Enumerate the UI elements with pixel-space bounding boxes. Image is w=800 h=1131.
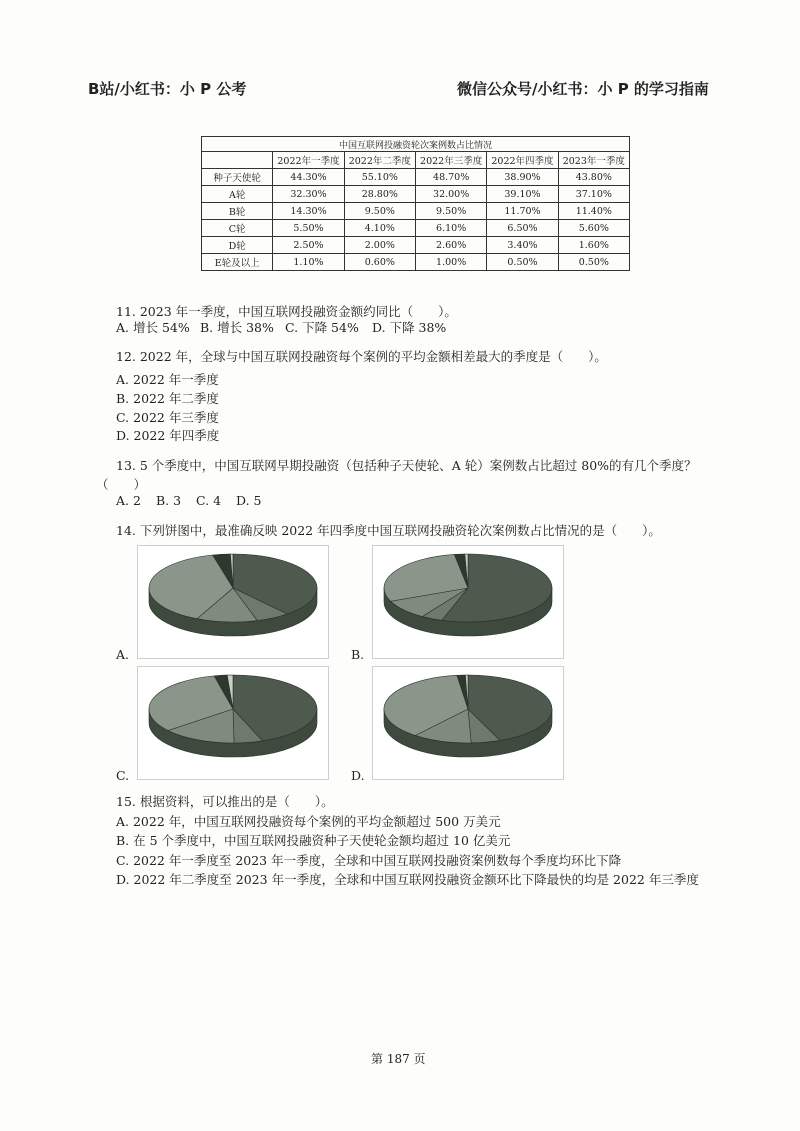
table-cell: 9.50% — [415, 203, 486, 220]
pie-option-c[interactable] — [137, 666, 329, 780]
table-cell: 6.50% — [487, 220, 558, 237]
q15-option-d[interactable]: D. 2022 年二季度至 2023 年一季度，全球和中国互联网投融资金额环比下降最快的均是 2022 年三季度 — [116, 872, 699, 887]
pie-option-d[interactable] — [372, 666, 564, 780]
row-label: E轮及以上 — [202, 254, 273, 271]
table-cell: 2.60% — [415, 237, 486, 254]
table-cell: 1.00% — [415, 254, 486, 271]
row-label: B轮 — [202, 203, 273, 220]
table-header-row — [202, 152, 630, 169]
table-cell: 1.60% — [558, 237, 629, 254]
table-cell: 32.30% — [273, 186, 344, 203]
data-table — [201, 136, 630, 271]
table-cell: 37.10% — [558, 186, 629, 203]
table-cell: 32.00% — [415, 186, 486, 203]
pie-label-d: D. — [351, 768, 365, 783]
row-label: 种子天使轮 — [202, 169, 273, 186]
row-label: D轮 — [202, 237, 273, 254]
table-cell: 0.50% — [487, 254, 558, 271]
q13-option-c[interactable]: C. 4 — [196, 493, 222, 508]
table-col-header: 2022年一季度 — [273, 152, 344, 169]
q11-option-b[interactable]: B. 增长 38% — [200, 320, 274, 335]
table-cell: 0.60% — [344, 254, 415, 271]
q12-option-d[interactable]: D. 2022 年四季度 — [116, 428, 220, 443]
q11-option-a[interactable]: A. 增长 54% — [116, 320, 190, 335]
pie-chart-c — [138, 667, 328, 779]
q15-option-b[interactable]: B. 在 5 个季度中，中国互联网投融资种子天使轮金额均超过 10 亿美元 — [116, 833, 511, 848]
table-cell: 1.10% — [273, 254, 344, 271]
pie-option-a[interactable] — [137, 545, 329, 659]
q15-option-c[interactable]: C. 2022 年一季度至 2023 年一季度，全球和中国互联网投融资案例数每个季度均环比下降 — [116, 853, 622, 868]
table-row — [202, 169, 630, 186]
q13-option-d[interactable]: D. 5 — [236, 493, 262, 508]
table-cell: 44.30% — [273, 169, 344, 186]
row-label: C轮 — [202, 220, 273, 237]
table-cell: 0.50% — [558, 254, 629, 271]
table-row — [202, 203, 630, 220]
question-15-stem: 15. 根据资料，可以推出的是（ ）。 — [116, 794, 334, 809]
table-cell: 55.10% — [344, 169, 415, 186]
table-row — [202, 220, 630, 237]
q12-option-a[interactable]: A. 2022 年一季度 — [116, 372, 219, 387]
question-12-stem: 12. 2022 年，全球与中国互联网投融资每个案例的平均金额相差最大的季度是（ ）。 — [116, 349, 607, 364]
table-cell: 3.40% — [487, 237, 558, 254]
pie-chart-d — [373, 667, 563, 779]
q11-option-d[interactable]: D. 下降 38% — [372, 320, 447, 335]
row-label: A轮 — [202, 186, 273, 203]
pie-label-b: B. — [351, 647, 365, 662]
pie-label-a: A. — [116, 647, 130, 662]
table-row — [202, 237, 630, 254]
table-row — [202, 254, 630, 271]
table-col-header: 2023年一季度 — [558, 152, 629, 169]
q13-answer-paren: （ ） — [96, 477, 147, 492]
table-cell: 39.10% — [487, 186, 558, 203]
table-cell: 6.10% — [415, 220, 486, 237]
pie-chart-b — [373, 546, 563, 658]
table-cell: 43.80% — [558, 169, 629, 186]
table-row — [202, 186, 630, 203]
table-col-header: 2022年四季度 — [487, 152, 558, 169]
table-cell: 5.50% — [273, 220, 344, 237]
table-caption: 中国互联网投融资轮次案例数占比情况 — [202, 137, 630, 152]
question-11-stem: 11. 2023 年一季度，中国互联网投融资金额约同比（ ）。 — [116, 304, 457, 319]
q13-option-b[interactable]: B. 3 — [156, 493, 182, 508]
pie-option-b[interactable] — [372, 545, 564, 659]
table-cell: 9.50% — [344, 203, 415, 220]
q12-option-c[interactable]: C. 2022 年三季度 — [116, 410, 219, 425]
question-14-stem: 14. 下列饼图中，最准确反映 2022 年四季度中国互联网投融资轮次案例数占比情况的是（ ）。 — [116, 523, 661, 538]
table-corner — [202, 152, 273, 169]
table-cell: 14.30% — [273, 203, 344, 220]
table-cell: 11.70% — [487, 203, 558, 220]
header-left: B站/小红书：小 P 公考 — [88, 80, 247, 98]
q13-option-a[interactable]: A. 2 — [116, 493, 141, 508]
question-13-stem: 13. 5 个季度中，中国互联网早期投融资（包括种子天使轮、A 轮）案例数占比超过 80%的有几个季度？ — [116, 458, 697, 473]
table-cell: 5.60% — [558, 220, 629, 237]
table-col-header: 2022年三季度 — [415, 152, 486, 169]
q12-option-b[interactable]: B. 2022 年二季度 — [116, 391, 219, 406]
q11-option-c[interactable]: C. 下降 54% — [285, 320, 359, 335]
page-number: 第 187 页 — [371, 1052, 426, 1066]
table-cell: 2.50% — [273, 237, 344, 254]
table-cell: 48.70% — [415, 169, 486, 186]
table-col-header: 2022年二季度 — [344, 152, 415, 169]
q15-option-a[interactable]: A. 2022 年，中国互联网投融资每个案例的平均金额超过 500 万美元 — [116, 814, 501, 829]
table-cell: 4.10% — [344, 220, 415, 237]
pie-label-c: C. — [116, 768, 130, 783]
table-cell: 11.40% — [558, 203, 629, 220]
table-cell: 2.00% — [344, 237, 415, 254]
pie-chart-a — [138, 546, 328, 658]
table-cell: 38.90% — [487, 169, 558, 186]
table-cell: 28.80% — [344, 186, 415, 203]
header-right: 微信公众号/小红书：小 P 的学习指南 — [457, 80, 709, 98]
